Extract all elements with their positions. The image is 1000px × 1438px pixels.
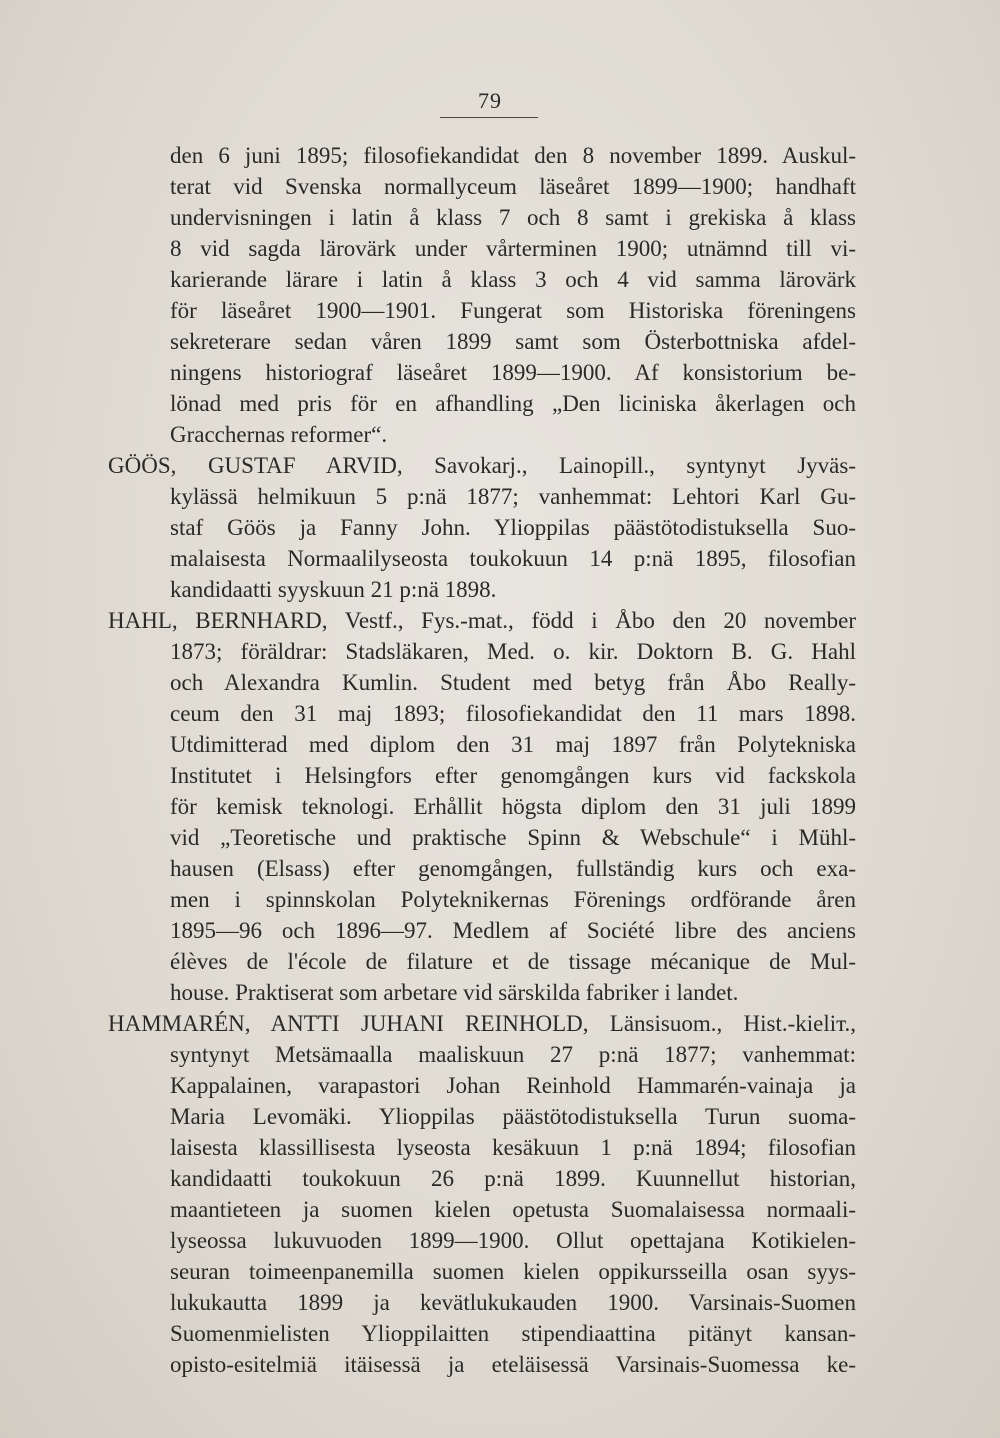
text-line: sekreterare sedan våren 1899 samt som Österbottniska afdel-: [170, 329, 856, 354]
text-line: élèves de l'école de filature et de tissage mécanique de Mul-: [170, 949, 856, 974]
entry-heading-line: HAMMARÉN, ANTTI JUHANI REINHOLD, Länsisuom., Hist.-kieliт.,: [108, 1011, 856, 1036]
text-line: maantieteen ja suomen kielen opetusta Suomalaisessa normaali-: [170, 1197, 856, 1222]
text-line: för läseåret 1900—1901. Fungerat som Historiska föreningens: [170, 298, 856, 323]
text-line: opisto-esitelmiä itäisessä ja eteläisessä Varsinais-Suomessa ke-: [170, 1352, 856, 1377]
text-line: syntynyt Metsämaalla maaliskuun 27 p:nä 1877; vanhemmat:: [170, 1042, 856, 1067]
text-line: malaisesta Normaalilyseosta toukokuun 14 p:nä 1895, filosofian: [170, 546, 856, 571]
text-line: den 6 juni 1895; filosofiekandidat den 8 november 1899. Auskul-: [170, 143, 856, 168]
text-line: men i spinnskolan Polyteknikernas Förenings ordförande åren: [170, 887, 856, 912]
text-line: lönad med pris för en afhandling „Den liciniska åkerlagen och: [170, 391, 856, 416]
text-line: karierande lärare i latin å klass 3 och 4 vid samma lärovärk: [170, 267, 856, 292]
text-line: kandidaatti syyskuun 21 p:nä 1898.: [170, 577, 497, 602]
text-line: för kemisk teknologi. Erhållit högsta diplom den 31 juli 1899: [170, 794, 856, 819]
entry-heading-line: HAHL, BERNHARD, Vestf., Fys.-mat., född i Åbo den 20 november: [108, 608, 856, 633]
text-line: kylässä helmikuun 5 p:nä 1877; vanhemmat: Lehtori Karl Gu-: [170, 484, 856, 509]
text-line: laisesta klassillisesta lyseosta kesäkuun 1 p:nä 1894; filosofian: [170, 1135, 856, 1160]
text-line: Institutet i Helsingfors efter genomgången kurs vid fackskola: [170, 763, 856, 788]
text-line: lyseossa lukuvuoden 1899—1900. Ollut opettajana Kotikielen-: [170, 1228, 856, 1253]
page-number: 79: [478, 88, 502, 113]
entry-heading-line: GÖÖS, GUSTAF ARVID, Savokarj., Lainopill., syntynyt Jyväs-: [108, 453, 856, 478]
text-line: lukukautta 1899 ja kevätlukukauden 1900. Varsinais-Suomen: [170, 1290, 856, 1315]
page-number-rule: [440, 117, 538, 118]
text-line: 1873; föräldrar: Stadsläkaren, Med. o. kir. Doktorn B. G. Hahl: [170, 639, 856, 664]
text-line: 8 vid sagda lärovärk under vårterminen 1900; utnämnd till vi-: [170, 236, 856, 261]
text-line: Suomenmielisten Ylioppilaitten stipendiaattina pitänyt kansan-: [170, 1321, 856, 1346]
text-line: kandidaatti toukokuun 26 p:nä 1899. Kuunnellut historian,: [170, 1166, 856, 1191]
text-line: seuran toimeenpanemilla suomen kielen oppikursseilla osan syys-: [170, 1259, 856, 1284]
text-line: Maria Levomäki. Ylioppilas päästötodistuksella Turun suoma-: [170, 1104, 856, 1129]
text-line: ceum den 31 maj 1893; filosofiekandidat den 11 mars 1898.: [170, 701, 856, 726]
text-line: vid „Teoretische und praktische Spinn & Webschule“ i Mühl-: [170, 825, 856, 850]
text-line: Gracchernas reformer“.: [170, 422, 388, 447]
text-line: house. Praktiserat som arbetare vid särskilda fabriker i landet.: [170, 980, 739, 1005]
text-line: Utdimitterad med diplom den 31 maj 1897 från Polytekniska: [170, 732, 856, 757]
text-line: terat vid Svenska normallyceum läseåret 1899—1900; handhaft: [170, 174, 856, 199]
text-line: och Alexandra Kumlin. Student med betyg från Åbo Reallу-: [170, 670, 856, 695]
text-line: Kappalainen, varapastori Johan Reinhold Hammarén-vainaja ja: [170, 1073, 856, 1098]
text-line: staf Göös ja Fanny John. Ylioppilas päästötodistuksella Suo-: [170, 515, 856, 540]
text-line: ningens historiograf läseåret 1899—1900. Af konsistorium be-: [170, 360, 856, 385]
text-line: hausen (Elsass) efter genomgången, fullständig kurs och exa-: [170, 856, 856, 881]
text-line: undervisningen i latin å klass 7 och 8 samt i grekiska å klass: [170, 205, 856, 230]
text-line: 1895—96 och 1896—97. Medlem af Société libre des anciens: [170, 918, 856, 943]
